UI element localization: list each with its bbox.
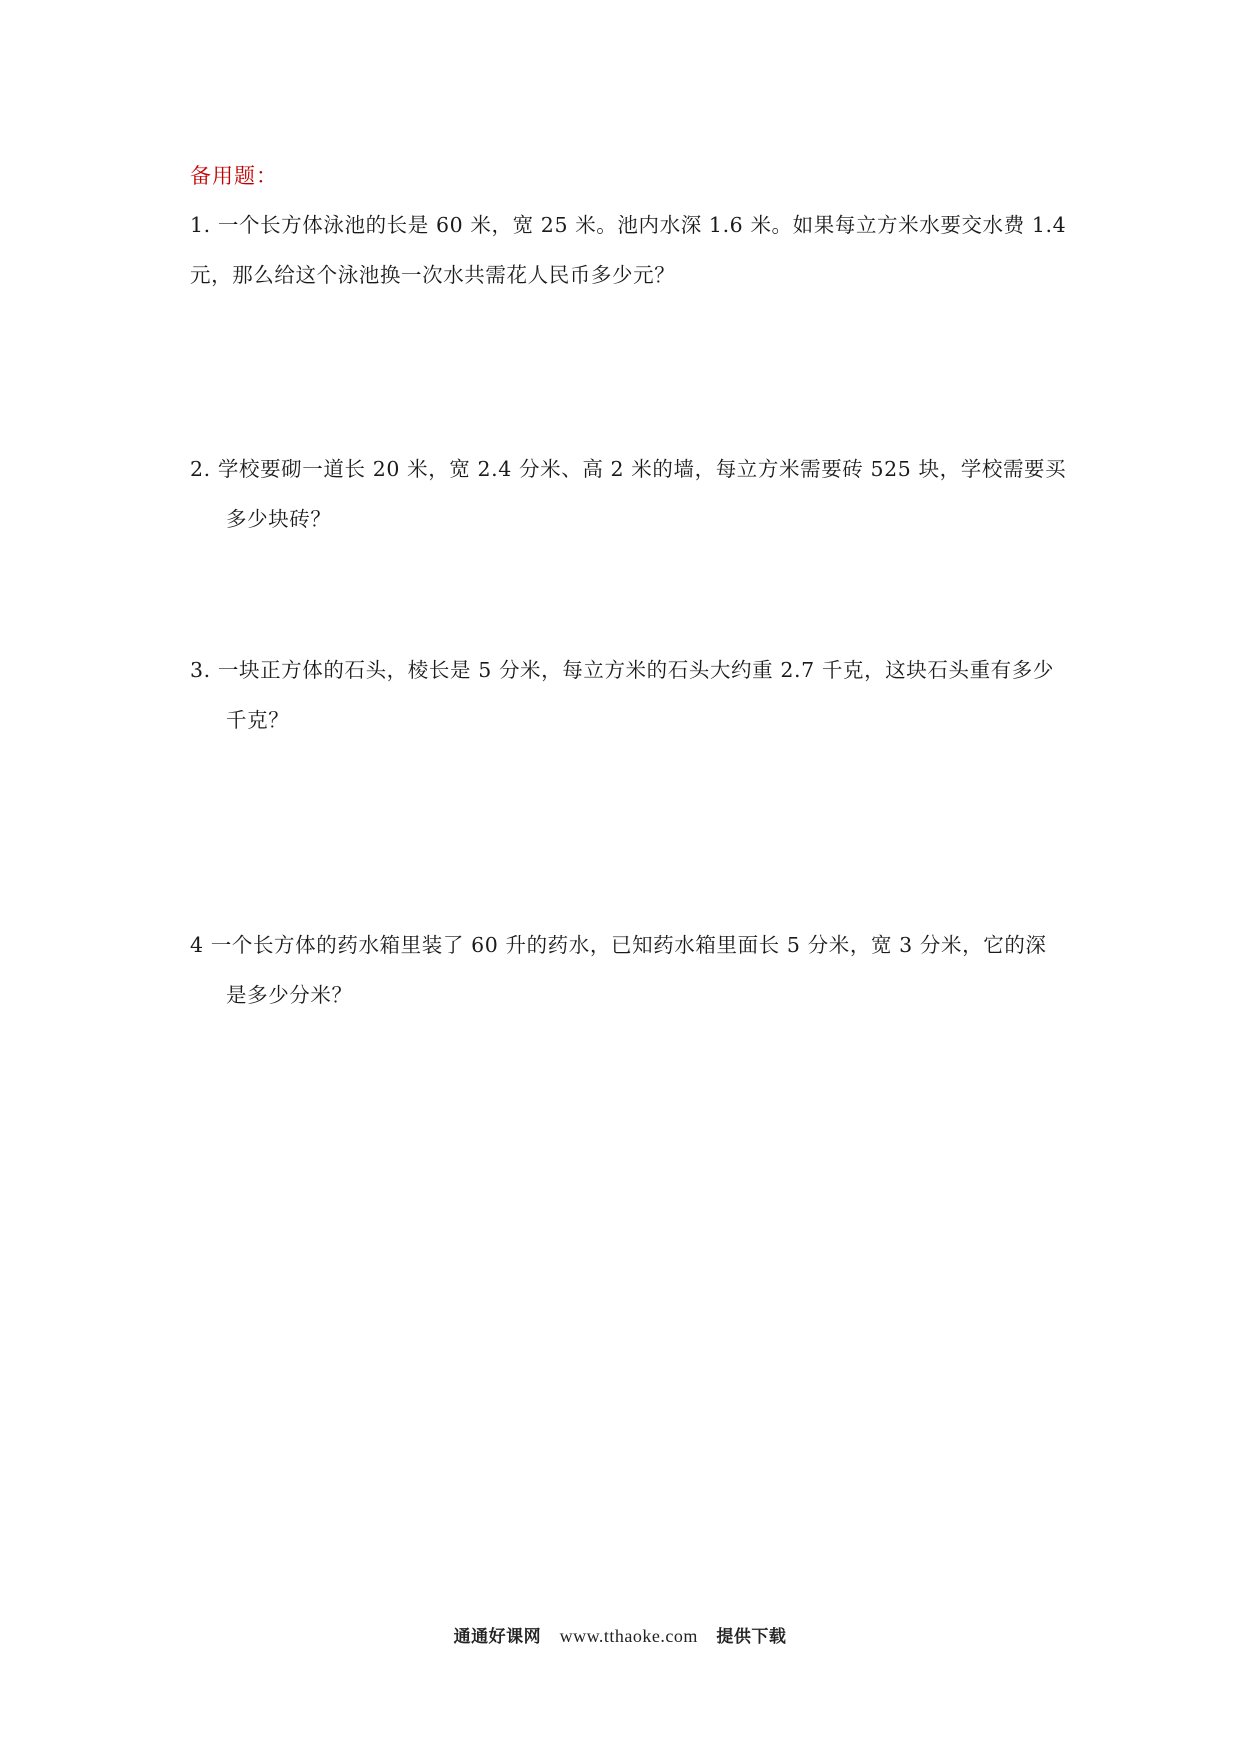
problem-1-line-1: 1. 一个长方体泳池的长是 60 米，宽 25 米。池内水深 1.6 米。如果每立方米水要交水费 1.4 (190, 213, 1067, 237)
problem-2 (190, 444, 1067, 544)
footer-site-name: 通通好课网 (453, 1627, 542, 1647)
problem-4 (190, 920, 1060, 1020)
problem-4-line-2: 是多少分米？ (226, 983, 353, 1007)
problem-1-line-2: 元，那么给这个泳池换一次水共需花人民币多少元？ (190, 263, 676, 287)
footer-url: www.tthaoke.com (559, 1626, 698, 1646)
problem-2-line-1: 2. 学校要砌一道长 20 米，宽 2.4 分米、高 2 米的墙，每立方米需要砖 525 块，学校需要买 (190, 457, 1067, 481)
problem-3-line-2: 千克？ (226, 708, 290, 732)
problem-3-line-1: 3. 一块正方体的石头，棱长是 5 分米，每立方米的石头大约重 2.7 千克，这块石头重有多少 (190, 658, 1054, 682)
problem-1 (190, 200, 1067, 300)
problem-3 (190, 645, 1060, 745)
footer-suffix: 提供下载 (716, 1627, 787, 1647)
page-footer (0, 1622, 1240, 1647)
problem-2-line-2: 多少块砖？ (226, 507, 332, 531)
problem-4-line-1: 4 一个长方体的药水箱里装了 60 升的药水，已知药水箱里面长 5 分米，宽 3 分米，它的深 (190, 933, 1047, 957)
section-title: 备用题： (190, 164, 278, 188)
